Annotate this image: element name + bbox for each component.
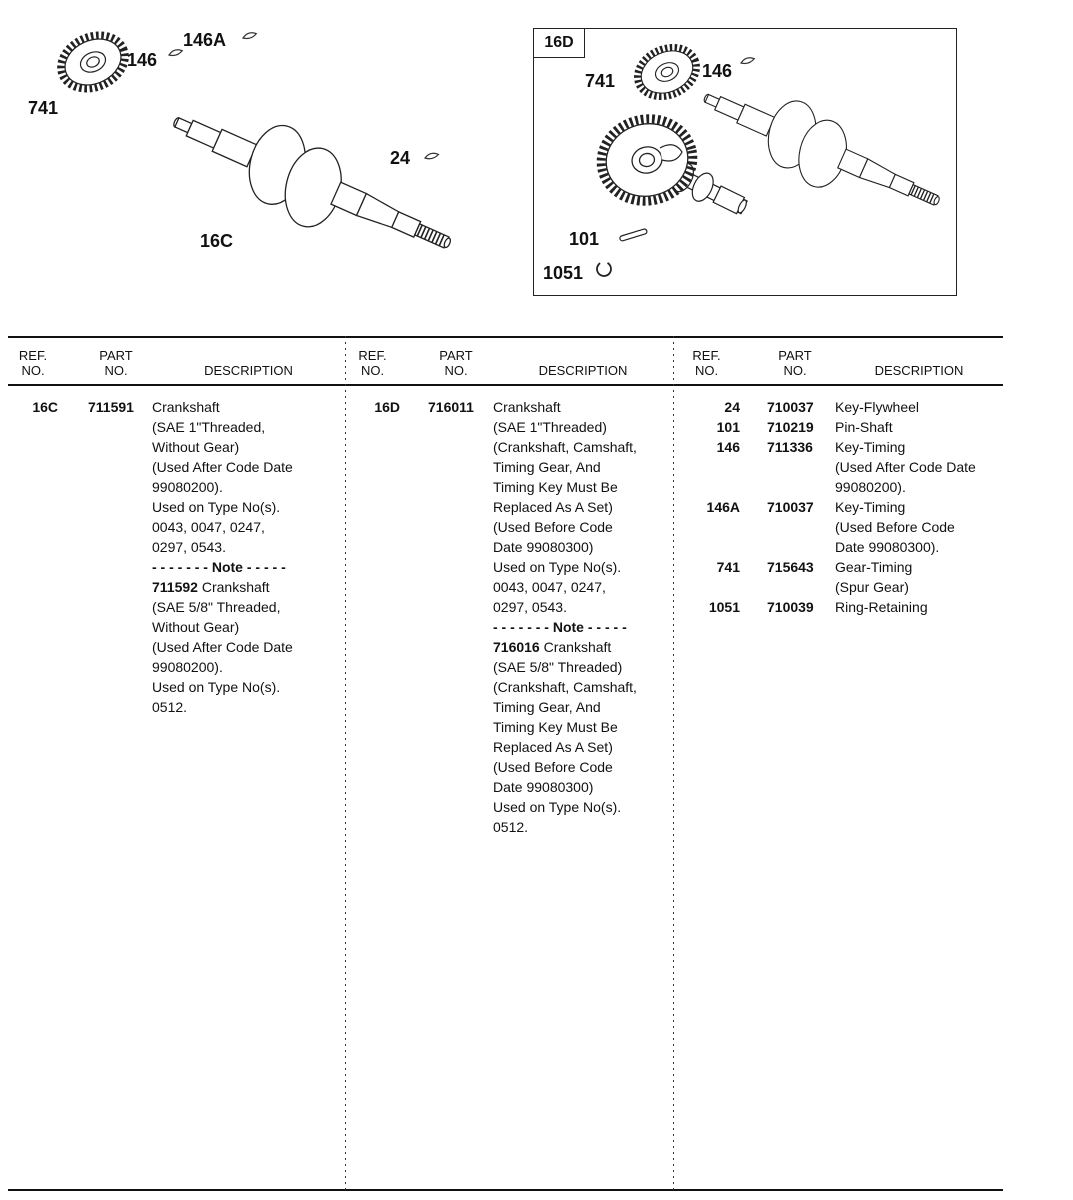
part-no-header: PART NO. [99, 348, 133, 378]
pin-shaft-icon [619, 228, 647, 241]
table-bottom-rule [8, 1189, 1003, 1191]
part-description: Ring-Retaining [835, 599, 928, 615]
table-entry [673, 597, 1003, 617]
part-description: Key-Timing (Used After Code Date 99080200). [835, 439, 976, 495]
description-header: DESCRIPTION [204, 363, 293, 378]
part-description: Gear-Timing (Spur Gear) [835, 559, 913, 595]
part-description: Key-Timing (Used Before Code Date 99080300). [835, 499, 955, 555]
description-header: DESCRIPTION [874, 363, 964, 378]
callout-16c: 16C [200, 231, 234, 251]
callout-741-left: 741 [28, 98, 59, 118]
parts-column-2 [345, 336, 673, 837]
description-header: DESCRIPTION [538, 363, 628, 378]
part-description: Crankshaft (SAE 1"Threaded, Without Gear) (Used After Code Date 99080200). Used on Type No(s). 0043, 0047, 0247, 0297, 0543. - - - - - - - Note - - - - - 711592 Crankshaft (SAE 5/8" Threaded, Without Gear) (Used After Code Date 99080200). Used on Type No(s). 0512. [152, 399, 293, 715]
table-entry [673, 417, 1003, 437]
part-no: 716011 [428, 399, 474, 415]
column-header [673, 336, 1003, 384]
table-entry [673, 557, 1003, 597]
callout-146a: 146A [183, 30, 227, 50]
ref-no: 146A [706, 499, 740, 515]
part-description: Crankshaft (SAE 1"Threaded) (Crankshaft, Camshaft, Timing Gear, And Timing Key Must Be Replaced As A Set) (Used Before Code Date 99080300) Used on Type No(s). 0043, 0047, 0247, 0297, 0543. - - - - - - - Note - - - - - 716016 Crankshaft (SAE 5/8" Threaded) (Crankshaft, Camshaft, Timing Gear, And Timing Key Must Be Replaced As A Set) (Used Before Code Date 99080300) Used on Type No(s). 0512. [493, 399, 637, 835]
callout-24: 24 [390, 148, 411, 168]
timing-gear-right-icon [630, 39, 704, 106]
part-description: Pin-Shaft [835, 419, 893, 435]
table-entry [345, 397, 673, 837]
table-entry [673, 437, 1003, 497]
key-timing-right-icon [740, 56, 755, 65]
column-body [8, 384, 345, 717]
part-no-header: PART NO. [778, 348, 812, 378]
crankshaft-16d-icon [688, 62, 954, 239]
key-timing-icon [168, 48, 183, 57]
ref-no-header: REF. NO. [358, 348, 387, 378]
callout-1051: 1051 [543, 263, 584, 283]
part-no: 711591 [88, 399, 134, 415]
crankshaft-16c-icon [155, 79, 468, 287]
table-entry [8, 397, 345, 717]
ref-no: 741 [716, 559, 740, 575]
ref-no-header: REF. NO. [18, 348, 48, 378]
key-flywheel-icon [424, 152, 439, 160]
retaining-ring-icon [594, 259, 613, 278]
parts-column-3 [673, 336, 1003, 837]
part-no-header: PART NO. [439, 348, 473, 378]
ref-no: 16C [32, 399, 58, 415]
callout-146-right: 146 [702, 61, 733, 81]
callout-16d: 16D [533, 28, 585, 58]
callout-101: 101 [569, 229, 600, 249]
part-no: 710039 [767, 599, 814, 615]
timing-gear-icon [53, 26, 134, 99]
table-entry [673, 397, 1003, 417]
part-no: 710037 [767, 499, 814, 515]
column-header [8, 336, 345, 384]
ref-no: 146 [716, 439, 740, 455]
parts-table [8, 336, 1003, 837]
ref-no: 101 [716, 419, 740, 435]
column-header [345, 336, 673, 384]
callout-741-right: 741 [585, 71, 616, 91]
ref-no: 16D [374, 399, 400, 415]
key-timing-a-icon [242, 31, 257, 40]
part-description: Key-Flywheel [835, 399, 920, 415]
ref-no-header: REF. NO. [692, 348, 721, 378]
part-no: 710037 [767, 399, 814, 415]
ref-no: 24 [724, 399, 740, 415]
part-no: 711336 [767, 439, 813, 455]
column-body [673, 384, 1003, 617]
callout-146-left: 146 [127, 50, 158, 70]
part-no: 715643 [767, 559, 814, 575]
camshaft-icon [593, 110, 751, 221]
parts-column-1 [8, 336, 345, 837]
column-body [345, 384, 673, 837]
ref-no: 1051 [708, 599, 740, 615]
table-entry [673, 497, 1003, 557]
part-no: 710219 [767, 419, 814, 435]
